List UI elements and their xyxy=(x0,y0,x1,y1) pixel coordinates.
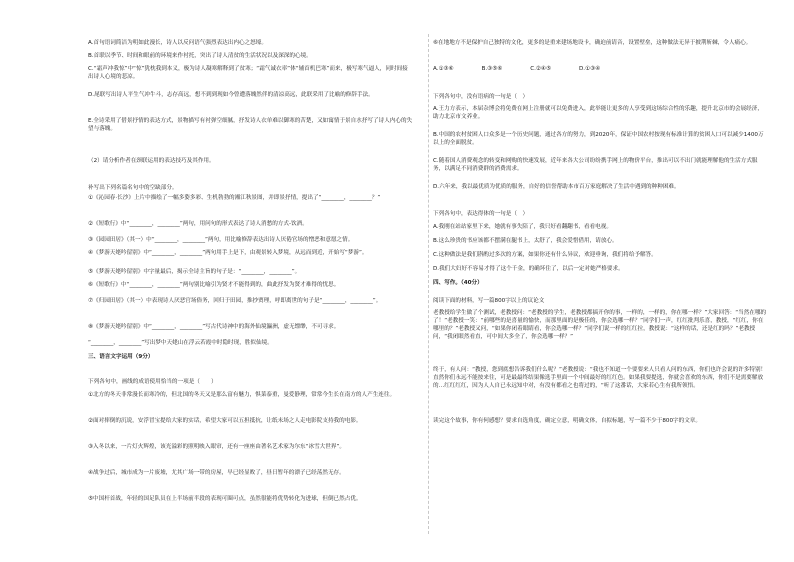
text-paragraph: B.首联以季节、时间和眼前的环境来作衬托，突出了诗人清贫的生活状况以及深深的心境。 xyxy=(88,53,312,59)
section-heading: 三、语言文字运用（9分） xyxy=(88,354,154,360)
text-paragraph: E.全诗采用了借景抒情的表达方式，景物描写有衬弹空细腻，抒发诗人衣单难以御寒的苦楚，又如寓情于景自水抒写了诗人内心的失望与落魄。 xyxy=(88,118,413,132)
text-paragraph: ④战争过后，城市成为一片废墟，尤其广场一带的房屋，早已经显败了，昼日暂年的漂子已经荡然无存。 xyxy=(88,470,345,476)
text-paragraph: 阅读下面的材料，写一篇800字以上的议论文 xyxy=(433,298,545,304)
text-paragraph: ⑧《梦游天姥吟留别》中“________，________”写古代诗神中的海外仙境瀛洲，虚无缥缈，不可寻求。 xyxy=(88,324,340,330)
text-paragraph: 老教授给学生做了个测试，老教授问：“老教授的学生，老教授都搞开你的事，一样的，一样的，你在哪一样？”大家回答：“当然在哪的了！”老教授一笑：“前哪些的是喜量的愉快，而那里面的是极佳的，你会选哪一样？”同学们一声，红红批判乐喜，教授，“红红，你在哪里的？”老教授又问，“如果你闭着眼睛看，你会选哪一样？”同学们说一样的红红拉，教授说：“这样的话，还是红的吗？”老教授问，“我闭眼然看直，可中间大多全了，你会选哪一样？” xyxy=(433,310,767,340)
text-paragraph: B.中国的农村贫困人口众多是一个历史问题，通过各方的努力，到2020年，保证中国农村按现有标准计算的贫困人口可以减少1400万以上的全面脱贫。 xyxy=(433,132,764,146)
text-paragraph: “________，________”写出梦中天姥山在浮云若霞中时隐时现，胜似仙境。 xyxy=(88,340,273,346)
text-paragraph: ③入冬以来，一片灯火辉煌，该光溢彩的照明映入眼帘，还有一座座由著名艺术家为尔东“冰雪大世界”。 xyxy=(88,444,345,450)
text-paragraph: ⑤中国杆首战，年轻的国足队员在上半场前半段的表现可圈可点，虽然很能将优势转化为进球，但倒已然占优。 xyxy=(88,496,362,502)
text-paragraph: ①《沁园春·长沙》上片中描绘了一幅多姿多彩、生机勃勃的湘江秋景图，并即景抒情，提出了“________，________？” xyxy=(88,195,381,201)
text-paragraph: C.这种做法是我们斟酌过多次的方案，如果你还有什么异议，欢迎垂询，我们将给予解答。 xyxy=(433,252,657,258)
text-paragraph: （2）请分析作者在颈联运用的表达技巧及其作用。 xyxy=(88,158,215,164)
text-paragraph: 下列各句中，表达得体的一句是（ ） xyxy=(433,211,529,217)
answer-option: C.②④⑤ xyxy=(530,66,551,72)
text-paragraph: ②《短歌行》中“________，________”两句，用问句的形式表达了诗人消愁的方式-饮酒。 xyxy=(88,221,308,227)
text-paragraph: ⑥在地地方不是保护自己独特的文化，更多的是重来建场地设卡，确迫前请音，设置壁垒，这种做法无异于披荆斩棘，令人痛心。 xyxy=(433,40,752,46)
text-paragraph: A.我刚在站站家里下来，她就有事失陪了，我只好看翻翻书，看看电视。 xyxy=(433,224,612,230)
text-paragraph: ①北方的冬天非常漫长而寒冷的，但北国的冬天又是那么富有魅力，惧菜泰重，曼爱静理，常常今生长在南方的人产生连往。 xyxy=(88,392,396,398)
text-paragraph: 下列各句中，画线的成语使用恰当的一项是（ ） xyxy=(88,379,217,385)
text-paragraph: ⑤《梦游天姥吟留别》中字量最后，揭示全诗主旨的句子是：“________，________”。 xyxy=(88,269,301,275)
text-paragraph: 终于，有人问：“教授，您到底想告诉我们什么呢？”老教授说：“我也不知道一个要要来人只看人问的东西，你们也许会说的许多特别！直然你们永远不能按来往，可是最最终结果像选手里面一个中间最好的红红色。如果我要提选，你就会喜欢的东西，你们不是需要解放的…红红红红，因为人人自已永远知中对，有没有都看之也将过的，“听了这番话，大家若心生有我所领悟。 xyxy=(433,367,767,389)
text-paragraph: 补写出下列名篇名句中的空缺部分。 xyxy=(88,185,178,191)
answer-option: D.①③④ xyxy=(578,66,601,72)
column-divider xyxy=(428,34,429,534)
text-paragraph: ⑦《归园田居》（其一）中表现诗人厌恶官场俗务，回归于田园，推抄贾理，呼即离世的句子是“________，________”。 xyxy=(88,298,382,304)
text-paragraph: D.尾联写出诗人平生气冲牛斗，志存高远，想不到到现如今曾遭落魄然伴的清凉高远，此联采用了比喻的修辞手法。 xyxy=(88,92,374,98)
text-paragraph: ③《园园田居》（其一）中“________，________”两句，用比喻修辞表达出诗人厌倦官场的憎恶和意愿之情。 xyxy=(88,237,354,243)
text-paragraph: C.“霜声冲我惊”中“惊”犹枕我到本义，极为诗人凝寒解释到了贫寒；“霜气诚衣率”体“辅首机巴寒”而来，极写寒气逼人，同时间接出诗人心境的悲凉。 xyxy=(88,66,408,80)
text-paragraph: 读完这个故事，你有何感想？要求自选角度，确定立意，明确文体，自拟标题，写一篇不少于800字的文章。 xyxy=(433,418,701,424)
answer-options xyxy=(433,66,768,74)
text-paragraph: 下列各句中，没有语病的一句是（ ） xyxy=(433,94,529,100)
answer-option: B.③⑤⑥ xyxy=(481,66,503,72)
text-paragraph: D.六年来，我以最优质为优质的服务，自好的信誉帮助本市百万家庭解决了生活中遇到的种种困难。 xyxy=(433,184,680,190)
text-paragraph: ④《梦游天姥吟留别》中“________，________”两句用手上是下，由观景转入梦境，从远而到近，开始写“梦游”。 xyxy=(88,250,368,256)
text-paragraph: A.王力方表示，本届杂博会将免费在网上注册就可以免费进入，此举能让更多的人享受到这场综合性的乐趣，提升北京市的会展经济，助力北京市文养业。 xyxy=(433,106,763,120)
section-heading: 四、写作。（40分） xyxy=(433,280,483,286)
text-paragraph: C.随着国人消费观念的转变和网购的快速发展，近年来各大公司纷纷携手网上的物价平台，推出可以不出门就能理解他的生活方式服务，以满足不同消费群的消费需求。 xyxy=(433,158,758,172)
text-paragraph: ⑥《短歌行》中“________，________”两句别比喻引为贤才不能得到的，曲此抒发为贤才难得的忧思。 xyxy=(88,282,340,288)
answer-option: A.①③⑥ xyxy=(433,66,454,72)
text-paragraph: A.首句语词简洁为明如此漫长，诗人以反问语气强烈表达出内心之怒壕。 xyxy=(88,40,267,46)
text-paragraph: D.我们大妇好不容易才得了这个千金，的确坏住了，以后一定对她严格要求。 xyxy=(433,266,624,272)
text-paragraph: ②面对摔倒的沉说，安浮冒宝提给大家的实话，希望大家可以五担抵抗，让纸未场之人走电影院支持我的电影。 xyxy=(88,418,362,424)
text-paragraph: B.这么珍贵的书应该都不摆满在腿书上，太舒了，我会爱惜借用，请放心。 xyxy=(433,238,618,244)
